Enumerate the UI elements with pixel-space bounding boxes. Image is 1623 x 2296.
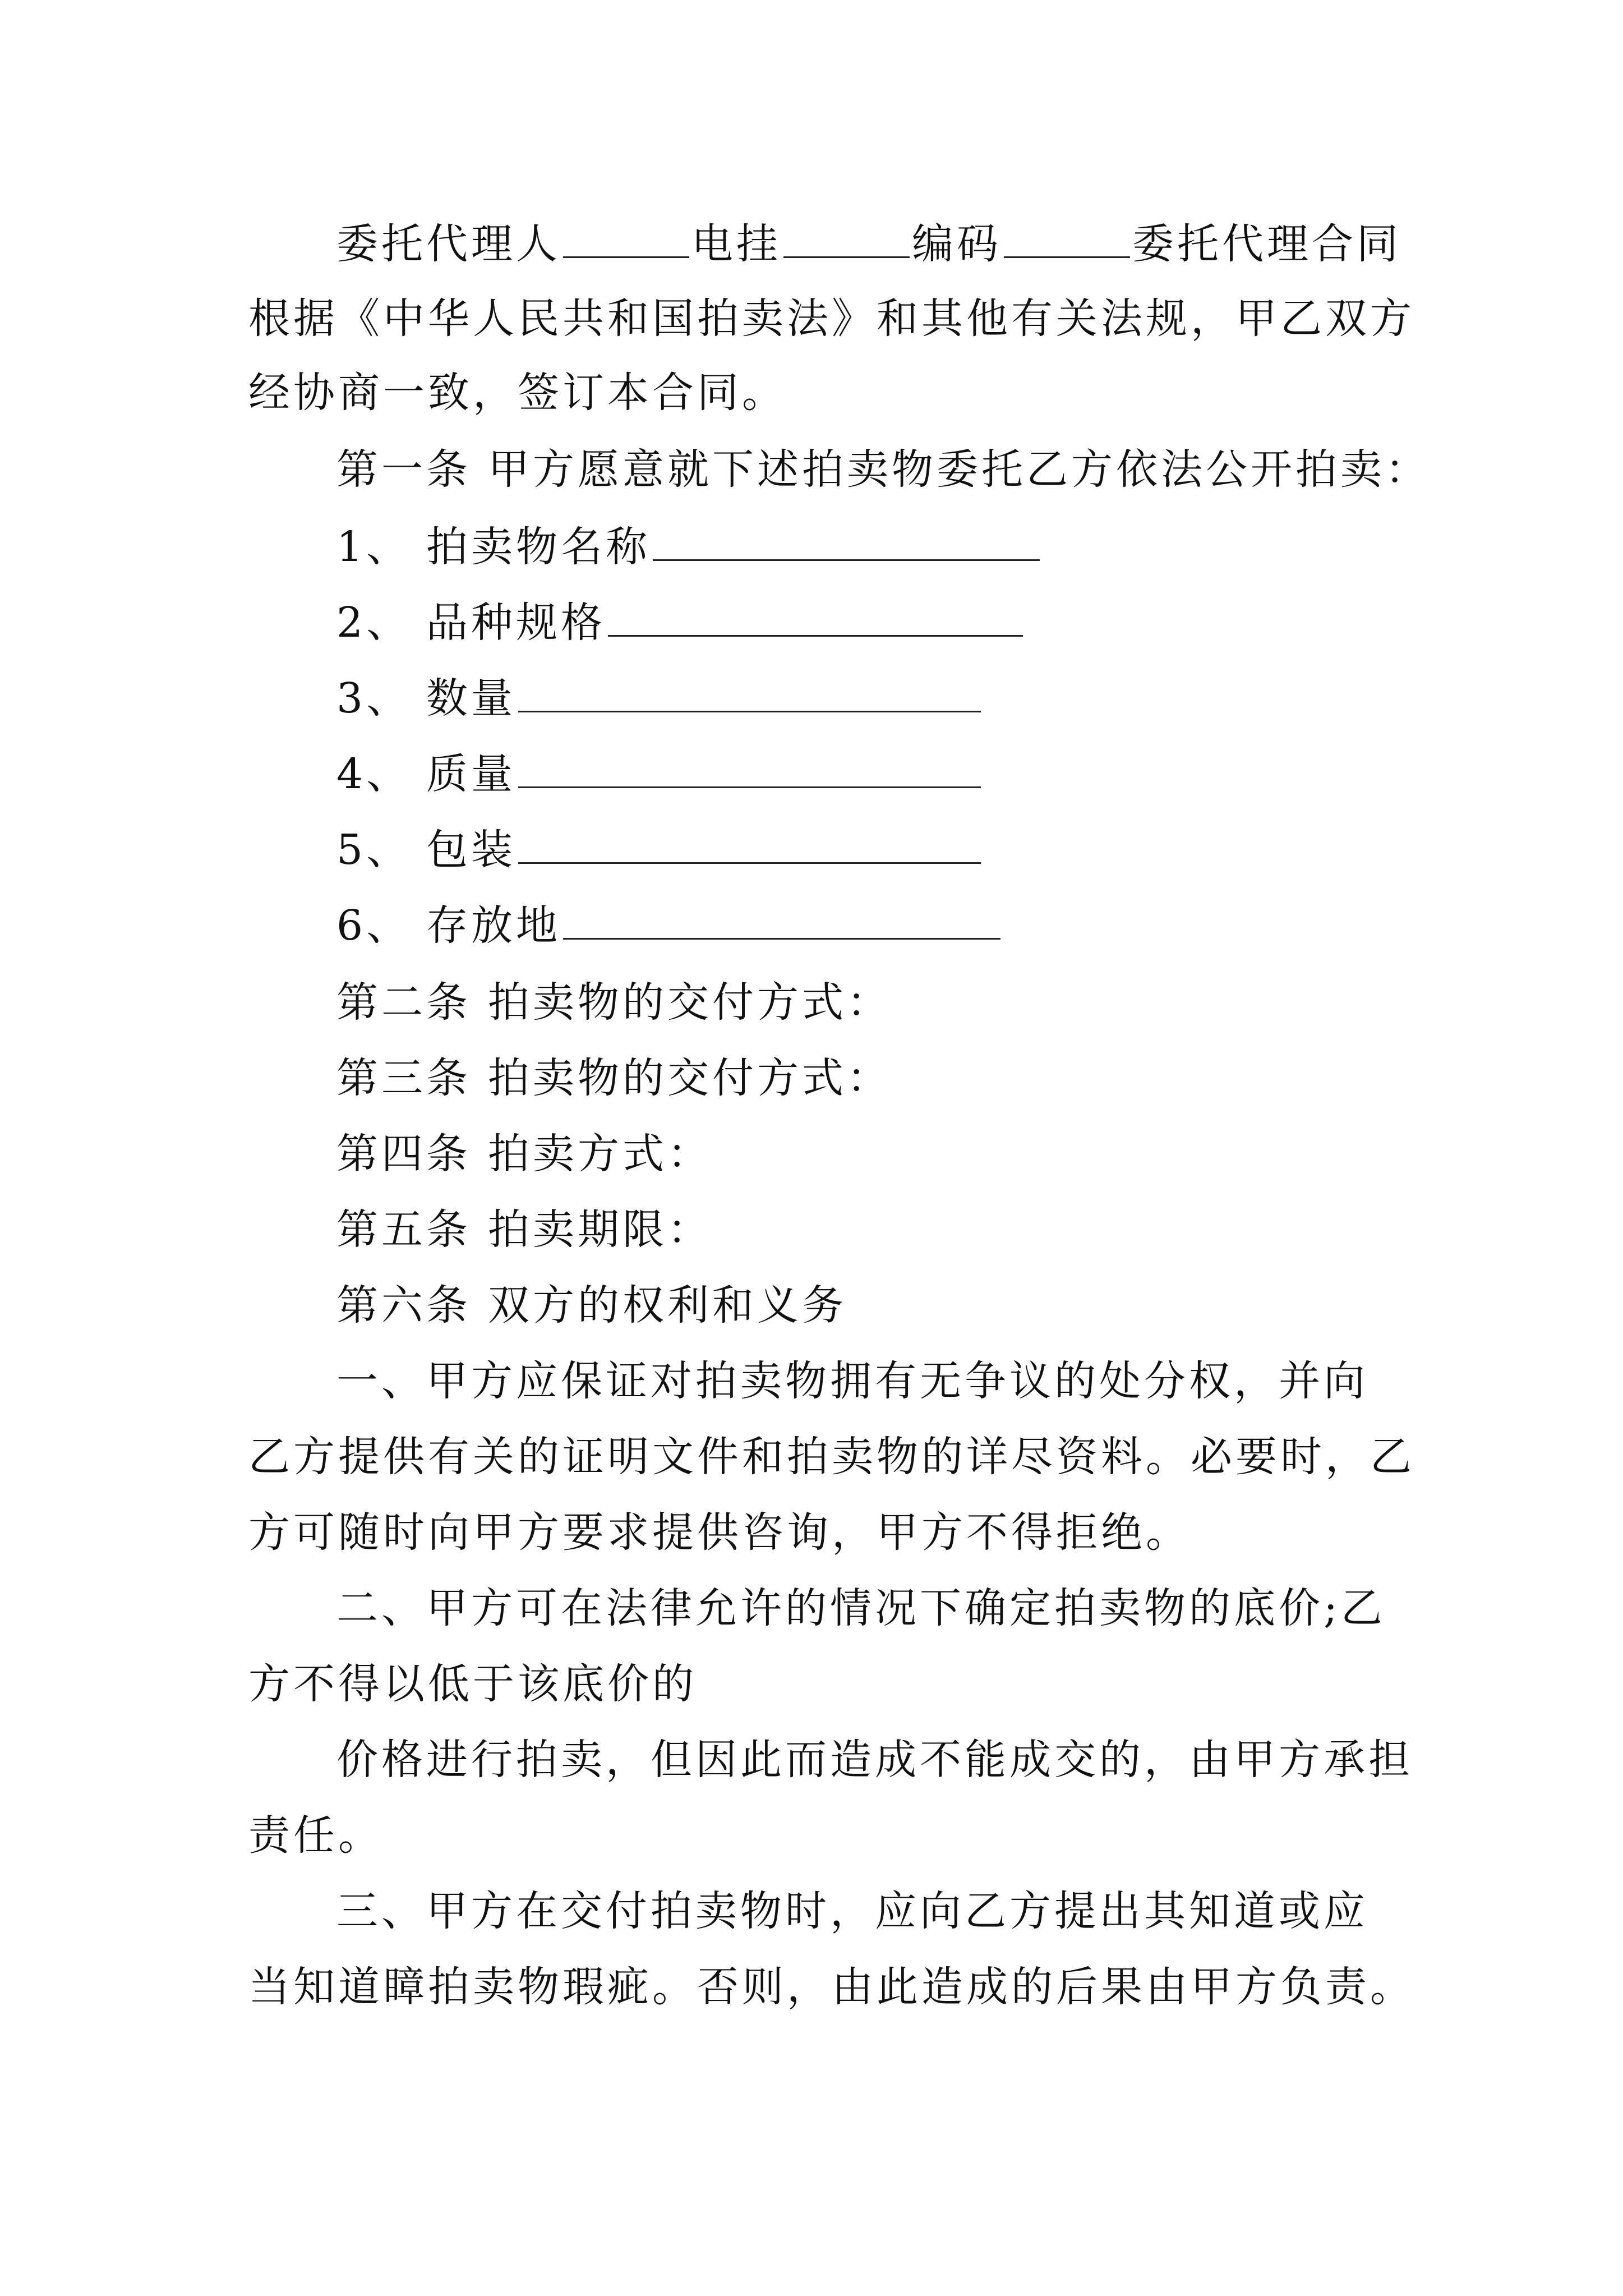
- clause-3-line-2: 当知道瞕拍卖物瑕疵。否则，由此造成的后果由甲方负责。: [248, 1963, 1415, 2011]
- clause-text: 甲方应保证对拍卖物拥有无争议的处分权，并向: [426, 1357, 1368, 1405]
- intro-line-2: 经协商一致，签订本合同。: [248, 369, 787, 417]
- clause-2-line-3: 价格进行拍卖，但因此而造成不能成交的，由甲方承担: [336, 1736, 1413, 1784]
- item-number: 5、: [336, 826, 412, 874]
- item-label: 数量: [426, 674, 516, 723]
- clause-number: 三、: [336, 1887, 426, 1935]
- item-number: 1、: [336, 523, 412, 571]
- code-blank: [1004, 218, 1130, 258]
- item-label: 存放地: [426, 901, 561, 950]
- item-6: [336, 898, 1003, 954]
- clause-2-line-1: [336, 1580, 1386, 1636]
- clause-number: 一、: [336, 1357, 426, 1405]
- clause-3-line-1: [336, 1883, 1368, 1939]
- item-1: [336, 519, 1042, 575]
- article-text: 拍卖期限：: [488, 1205, 712, 1254]
- clause-2-line-4: 责任。: [248, 1811, 383, 1860]
- item-label: 拍卖物名称: [426, 523, 651, 571]
- article-3: [336, 1050, 892, 1106]
- clause-2-line-2: 方不得以低于该底价的: [248, 1660, 697, 1708]
- item-blank: [653, 521, 1040, 561]
- article-text: 拍卖方式：: [488, 1130, 712, 1178]
- phone-label: 电挂: [691, 220, 781, 268]
- item-blank: [608, 597, 1023, 637]
- item-2: [336, 595, 1025, 651]
- article-label: 第五条: [336, 1205, 471, 1254]
- item-label: 品种规格: [426, 599, 606, 647]
- item-label: 包装: [426, 826, 516, 874]
- item-5: [336, 822, 983, 878]
- phone-blank: [783, 218, 910, 258]
- article-text: 拍卖物的交付方式：: [488, 1054, 892, 1102]
- contract-title: 委托代理合同: [1132, 220, 1401, 268]
- clause-text: 甲方在交付拍卖物时，应向乙方提出其知道或应: [426, 1887, 1368, 1935]
- item-number: 4、: [336, 750, 412, 798]
- agent-label: 委托代理人: [336, 220, 561, 268]
- item-number: 3、: [336, 674, 412, 723]
- item-blank: [563, 900, 1000, 940]
- article-label: 第四条: [336, 1130, 471, 1178]
- item-number: 2、: [336, 599, 412, 647]
- item-number: 6、: [336, 901, 412, 950]
- clause-1-line-2: 乙方提供有关的证明文件和拍卖物的详尽资料。必要时，乙: [248, 1433, 1415, 1481]
- article-text: 甲方愿意就下述拍卖物委托乙方依法公开拍卖：: [488, 445, 1430, 494]
- item-blank: [518, 673, 981, 712]
- article-text: 拍卖物的交付方式：: [488, 978, 892, 1027]
- clause-number: 二、: [336, 1584, 426, 1632]
- clause-1-line-1: [336, 1353, 1368, 1409]
- article-2: [336, 974, 892, 1030]
- article-5: [336, 1202, 712, 1258]
- code-label: 编码: [912, 220, 1002, 268]
- intro-line-1: 根据《中华人民共和国拍卖法》和其他有关法规，甲乙双方: [248, 295, 1415, 343]
- article-label: 第六条: [336, 1281, 471, 1329]
- clause-1-line-3: 方可随时向甲方要求提供咨询，甲方不得拒绝。: [248, 1508, 1191, 1557]
- article-6: [336, 1277, 847, 1333]
- article-text: 双方的权利和义务: [488, 1281, 847, 1329]
- item-label: 质量: [426, 750, 516, 798]
- article-label: 第一条: [336, 445, 471, 494]
- article-label: 第二条: [336, 978, 471, 1027]
- item-3: [336, 670, 983, 726]
- item-blank: [518, 748, 981, 788]
- article-1: [336, 441, 1430, 498]
- agent-blank: [563, 218, 689, 258]
- article-4: [336, 1126, 712, 1182]
- clause-text: 甲方可在法律允许的情况下确定拍卖物的底价;乙: [426, 1584, 1386, 1632]
- article-label: 第三条: [336, 1054, 471, 1102]
- item-4: [336, 746, 983, 802]
- header-line: [336, 216, 1401, 272]
- item-blank: [518, 824, 981, 864]
